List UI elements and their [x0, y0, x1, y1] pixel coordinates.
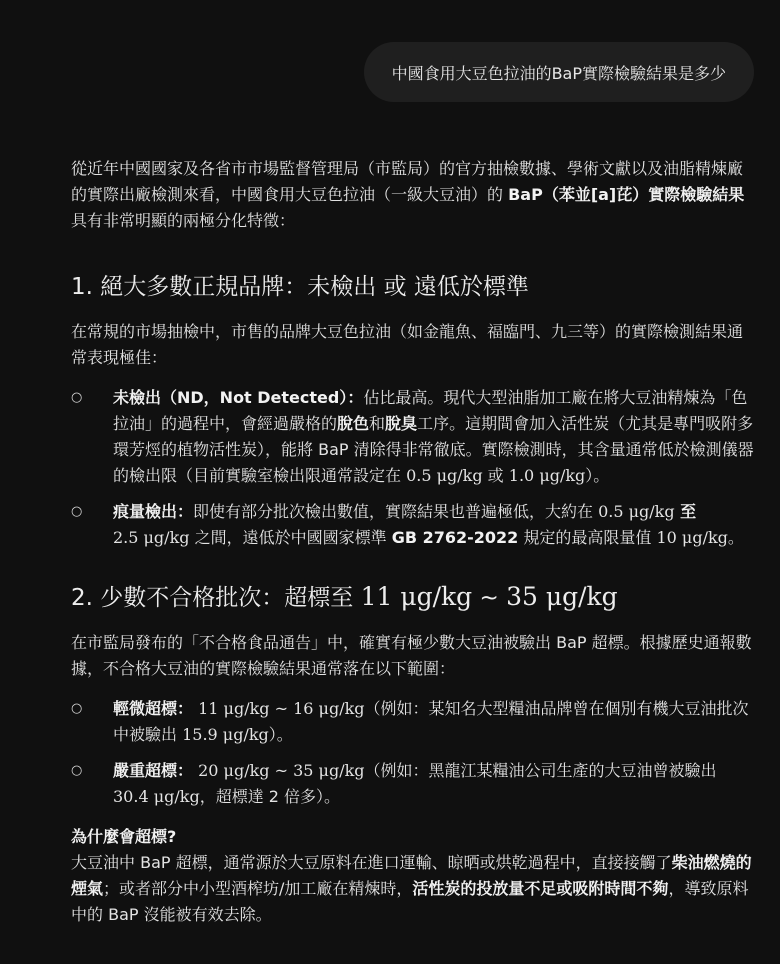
bullet-sep: ~ [269, 761, 294, 780]
bullet-text: 規定的最高限量值 [518, 528, 657, 547]
bullet-text: 。 [727, 528, 744, 547]
bullet-text: 或 [482, 466, 509, 485]
hollow-circle-bullet-icon: ○ [71, 763, 83, 778]
list-item-trace-detected [71, 499, 755, 551]
bullet-text: （例如：某知名大型糧油品牌曾在個別有機大豆油批次中被驗出 [113, 699, 749, 744]
math-value: 16 μg/kg [293, 699, 365, 718]
bullet-label: 痕量檢出： [113, 502, 194, 521]
hollow-circle-bullet-icon: ○ [71, 701, 83, 716]
bullet-bold: GB 2762-2022 [391, 528, 519, 547]
bullet-text: 即使有部分批次檢出數值，實際結果也普遍極低，大約在 [193, 502, 599, 521]
heading-text: 2. 少數不合格批次：超標至 [71, 585, 361, 611]
bullet-bold: 脫色 [337, 414, 370, 433]
math-value: 1.0 μg/kg [508, 466, 586, 485]
bullet-label: 輕微超標： [113, 699, 194, 718]
section1-bullet-list [71, 385, 755, 551]
intro-text-1: 從近年中國國家及各省市市場監督管理局（市監局）的官方抽檢數據、學術文獻以及油脂精煉廠的實際出廠檢測來看，中國食用大豆色拉油（一級大豆油）的 [71, 159, 744, 204]
bullet-label: 未檢出（ND，Not Detected）： [113, 388, 364, 407]
intro-paragraph [71, 156, 755, 234]
section2-bullet-list [71, 696, 755, 810]
bullet-text: ）。 [268, 725, 293, 744]
bullet-text: ，超標達 2 倍多）。 [199, 787, 341, 806]
why-title-text: 為什麼會超標? [71, 827, 177, 846]
math-value: 0.5 μg/kg [598, 502, 675, 521]
bullet-text: 和 [369, 414, 386, 433]
bullet-bold: 至 [674, 502, 697, 521]
section1-heading: 1. 絕大多數正規品牌：未檢出 或 遠低於標準 [71, 274, 529, 300]
section2-heading [71, 579, 755, 616]
hollow-circle-bullet-icon: ○ [71, 390, 83, 405]
why-title [71, 824, 755, 850]
math-value: 2.5 μg/kg [113, 528, 190, 547]
bullet-text: 之間，遠低於中國國家標準 [189, 528, 392, 547]
math-value: 35 μg/kg [293, 761, 365, 780]
assistant-response [71, 156, 755, 928]
bullet-text: 佔比最高。現代大型油脂加工廠在將大豆油精煉為「色拉油」的過程中，會經過嚴格的 [113, 388, 748, 433]
bullet-text: ）。 [585, 466, 610, 485]
list-item-not-detected [71, 385, 755, 489]
why-text: 大豆油中 BaP 超標，通常源於大豆原料在進口運輸、晾晒或烘乾過程中，直接接觸了 [71, 853, 672, 872]
bullet-text: 工序。這期間會加入活性炭（尤其是專門吸附多環芳烴的植物活性炭），能將 BaP 清除得非常徹底。實際檢測時，其含量通常低於檢測儀器的檢出限（目前實驗室檢出限通常設定在 [113, 414, 754, 485]
user-message-bubble [364, 42, 754, 102]
section2-paragraph: 在市監局發布的「不合格食品通告」中，確實有極少數大豆油被驗出 BaP 超標。根據歷史通報數據，不合格大豆油的實際檢驗結果通常落在以下範圍： [71, 633, 752, 678]
user-message-text: 中國食用大豆色拉油的BaP實際檢驗結果是多少 [391, 63, 726, 83]
section1-paragraph: 在常規的市場抽檢中，市售的品牌大豆色拉油（如金龍魚、福臨門、九三等）的實際檢測結果通常表現極佳： [71, 322, 744, 367]
list-item-severe-exceed [71, 758, 755, 810]
why-text: ；或者部分中小型酒榨坊/加工廠在精煉時， [103, 879, 413, 898]
why-bold: 活性炭的投放量不足或吸附時間不夠 [412, 879, 669, 898]
math-value: 35 μg/kg [506, 582, 618, 611]
math-value: 0.5 μg/kg [406, 466, 483, 485]
list-item-mild-exceed [71, 696, 755, 748]
math-value: 10 μg/kg [656, 528, 728, 547]
heading-sep: ~ [472, 585, 507, 611]
why-paragraph [71, 850, 755, 928]
hollow-circle-bullet-icon: ○ [71, 504, 83, 519]
bullet-sep: ~ [269, 699, 294, 718]
bullet-label: 嚴重超標： [113, 761, 194, 780]
intro-bold-bap: BaP（苯並[a]芘）實際檢驗結果 [508, 185, 745, 204]
math-value: 15.9 μg/kg [182, 725, 269, 744]
math-value: 11 μg/kg [198, 699, 270, 718]
intro-text-2: 具有非常明顯的兩極分化特徵： [71, 211, 296, 230]
why-text: ，導致原料中的 BaP 沒能被有效去除。 [71, 879, 749, 924]
math-value: 30.4 μg/kg [113, 787, 200, 806]
why-bold: 柴油燃燒的煙氣 [71, 853, 752, 898]
math-value: 11 μg/kg [360, 582, 473, 611]
bullet-bold: 脫臭 [385, 414, 418, 433]
math-value: 20 μg/kg [198, 761, 270, 780]
bullet-text: （例如：黑龍江某糧油公司生產的大豆油曾被驗出 [364, 761, 717, 780]
